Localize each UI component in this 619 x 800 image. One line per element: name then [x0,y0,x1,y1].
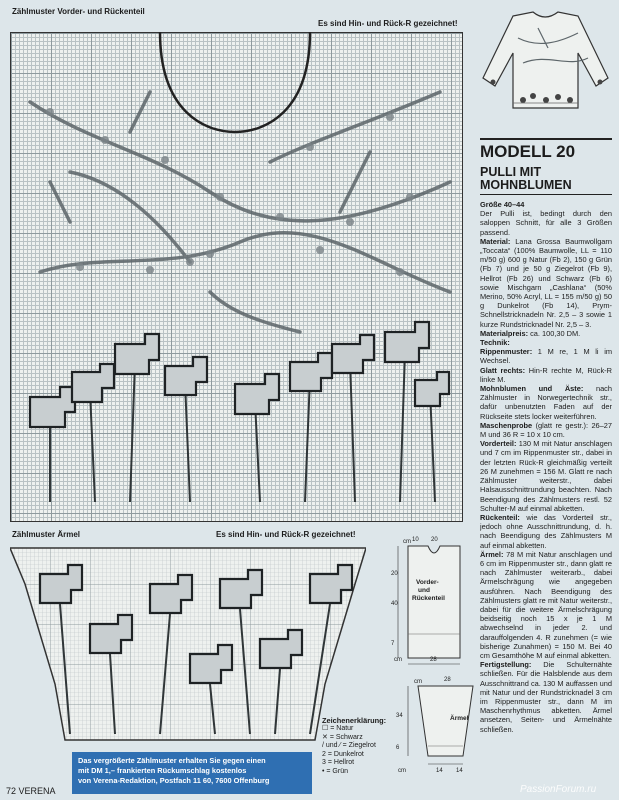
offer-line-2: mit DM 1,– frankierten Rückumschlag kostenlos [78,766,247,775]
schema2-bottom-dim-1: 14 [436,768,443,774]
instruction-heading: Glatt rechts: [480,365,526,375]
instruction-text: 1 M re, 1 M li im Wechsel. [480,347,612,366]
schema2-side-small: 6 [396,745,400,751]
legend-text: = Grün [324,767,348,775]
instruction-text: Der Pulli ist, bedingt durch den saloppen Schnitt, für alle 3 Größen passend. [480,209,612,237]
legend-item [322,751,402,760]
instruction-heading: Technik: [480,338,510,348]
chart2-title: Zählmuster Ärmel [12,530,81,539]
legend-text: = Schwarz [327,733,363,741]
instruction-heading: Mohnblumen und Äste: [480,384,584,394]
legend-symbol: / und ⁄ [322,742,341,750]
instruction-heading: Ärmel: [480,549,504,559]
legend-item [322,725,402,734]
instruction-text: Hin-R rechte M, Rück-R linke M. [480,365,612,384]
sweater-illustration [478,8,613,113]
schema1-side-small: 7 [391,641,395,647]
instruction-paragraph [480,513,612,550]
legend-title: Zeichenerklärung: [322,716,387,725]
legend-symbol: 2 [322,750,326,758]
instruction-paragraph [480,237,612,329]
instruction-text: Lana Grossa Baumwollgarn „Toccata“ (100% Baumwolle, LL = 110 m/50 g) 600 g Natur (Fb 2), 150 g Grün (Fb 7) und je 50 g Ziegelrot (Fb 9), Hellrot (Fb 26) und Schwarz (Fb 6) sowie Mischgarn „Cashlana“ (50% Merino, 50% Acryl, LL = 155 m/50 g) 50 g Dunkelrot (Fb 14), Prym-Schnellstricknadeln Nr. 2,5 – 3 sowie 1 kurze Rundstricknadel Nr. 2,5 – 3. [480,236,612,329]
instruction-paragraph [480,338,612,347]
instruction-heading: Vorderteil: [480,439,517,449]
offer-line-3: von Verena-Redaktion, Postfach 11 60, 7600 Offenburg [78,776,270,785]
schema2-label: Ärmel [450,715,469,722]
instruction-paragraph [480,209,612,237]
legend-item [322,734,402,743]
legend-symbol: 3 [322,759,326,767]
schema2-cm: cm [398,768,406,774]
chart1-motif [10,32,463,522]
schema1-label-3: Rückenteil [412,595,445,602]
legend-symbol: • [322,767,325,775]
schema2-top-dim: 28 [444,677,451,683]
instruction-text: wie das Vorderteil str., jedoch ohne Ausschnittrundung, d. h. nach Beendigung des Zählmusters M auf einmal abketten. [480,512,612,550]
offer-banner [72,752,312,794]
model-block [480,138,612,195]
schema1-label-2: und [418,587,430,594]
legend-text: = Natur [328,725,354,732]
legend-items [322,725,402,777]
instruction-heading: Größe 40–44 [480,200,525,209]
schema2-side-dim: 34 [396,713,403,719]
instruction-paragraph [480,550,612,660]
instruction-text: Die Schulternähte schließen. Für die Halsblende aus dem Ausschnittrand ca. 130 M auffassen und mit Natur und der Rundstricknadel 3 cm im Rippenmuster str., dann M im Maschenrhythmus abketten. Ärmel ansetzen, Seiten- und Ärmelnähte schließen. [480,660,612,734]
chart1-note: Es sind Hin- und Rück-R gezeichnet! [318,19,458,28]
schema1-cm: cm [394,657,402,663]
instruction-paragraph [480,200,612,209]
chart2-note: Es sind Hin- und Rück-R gezeichnet! [216,530,356,539]
legend-item [322,768,402,777]
instruction-paragraph [480,384,612,421]
legend-item [322,759,402,768]
instruction-heading: Material: [480,236,511,246]
instruction-text: ca. 100,30 DM. [528,328,581,338]
legend-item [322,742,402,751]
instruction-text: 78 M mit Natur anschlagen und 6 cm im Rippenmuster str., dann glatt re nach Zählmuster weiterarb., dabei Ärmelschrägung wie angegeben ausführen. Nach Beendigung des Zählmusters glatt re mit Natur weiterstr., dabei für die weitere Ärmelschrägung beidseitig noch 15 x je 1 M abwechselnd in jeder 2. und darauffolgenden 4. R zunehmen (= wie bisherige Zunahmen) = 150 M. Bei 40 cm Gesamthöhe M auf einmal abketten. [480,549,612,660]
schema2-cm-2: cm [414,679,422,685]
schema1-label-1: Vorder- [416,579,439,586]
watermark: PassionForum.ru [520,784,597,795]
instruction-heading: Maschenprobe [480,420,533,430]
schema1-bottom-dim: 28 [430,657,437,663]
legend-text: = Dunkelrot [325,750,364,758]
instruction-text: nach Zählmuster in Norwegertechnik str., dafür unbenutzten Faden auf der Rückseite stets locker weiterführen. [480,384,612,421]
offer-line-1: Das vergrößerte Zählmuster erhalten Sie gegen einen [78,756,266,765]
instructions-text [480,200,612,755]
instruction-heading: Rückenteil: [480,512,520,522]
schema-front-back [388,540,480,670]
schema1-top-dim-1: 10 [412,537,419,543]
legend-text: = Ziegelrot [340,742,376,750]
schema2-bottom-dim-2: 14 [456,768,463,774]
instruction-paragraph [480,660,612,734]
schema1-top-dim-2: 20 [431,537,438,543]
instruction-paragraph [480,366,612,384]
instruction-heading: Rippenmuster: [480,347,533,357]
instruction-paragraph [480,421,612,439]
instruction-text: 130 M mit Natur anschlagen und 7 cm im Rippenmuster str., dabei in der letzten Rück-R gleichmäßig verteilt 26 M zunehmen = 156 M. Glatt re nach Zählmuster weiterstr., dabei Halsausschnittrundung beachten. Nach Beendigung des Zählmusters restl. 52 Schulter-M auf einmal abketten. [480,439,612,513]
legend-symbol: ✕ [322,733,328,741]
instruction-paragraph [480,347,612,365]
page-number: 72 VERENA [6,786,56,796]
model-subtitle-2: MOHNBLUMEN [480,179,612,195]
instruction-text: (glatt re gestr.): 26–27 M und 36 R = 10 x 10 cm. [480,420,612,440]
legend-symbol: ☐ [322,725,329,732]
instruction-heading: Fertigstellung: [480,660,532,670]
schema1-side-dim-1: 20 [391,571,398,577]
instruction-heading: Materialpreis: [480,328,529,338]
model-title: MODELL 20 [480,138,612,162]
schema1-cm-2: cm [403,539,411,545]
legend-text: = Hellrot [325,759,355,767]
legend [322,716,402,777]
chart1-title: Zählmuster Vorder- und Rückenteil [12,7,145,16]
model-subtitle-1: PULLI MIT [480,165,542,179]
instruction-paragraph [480,439,612,513]
chart2-sleeve [10,544,366,744]
schema1-side-dim-2: 40 [391,601,398,607]
instruction-paragraph [480,329,612,338]
